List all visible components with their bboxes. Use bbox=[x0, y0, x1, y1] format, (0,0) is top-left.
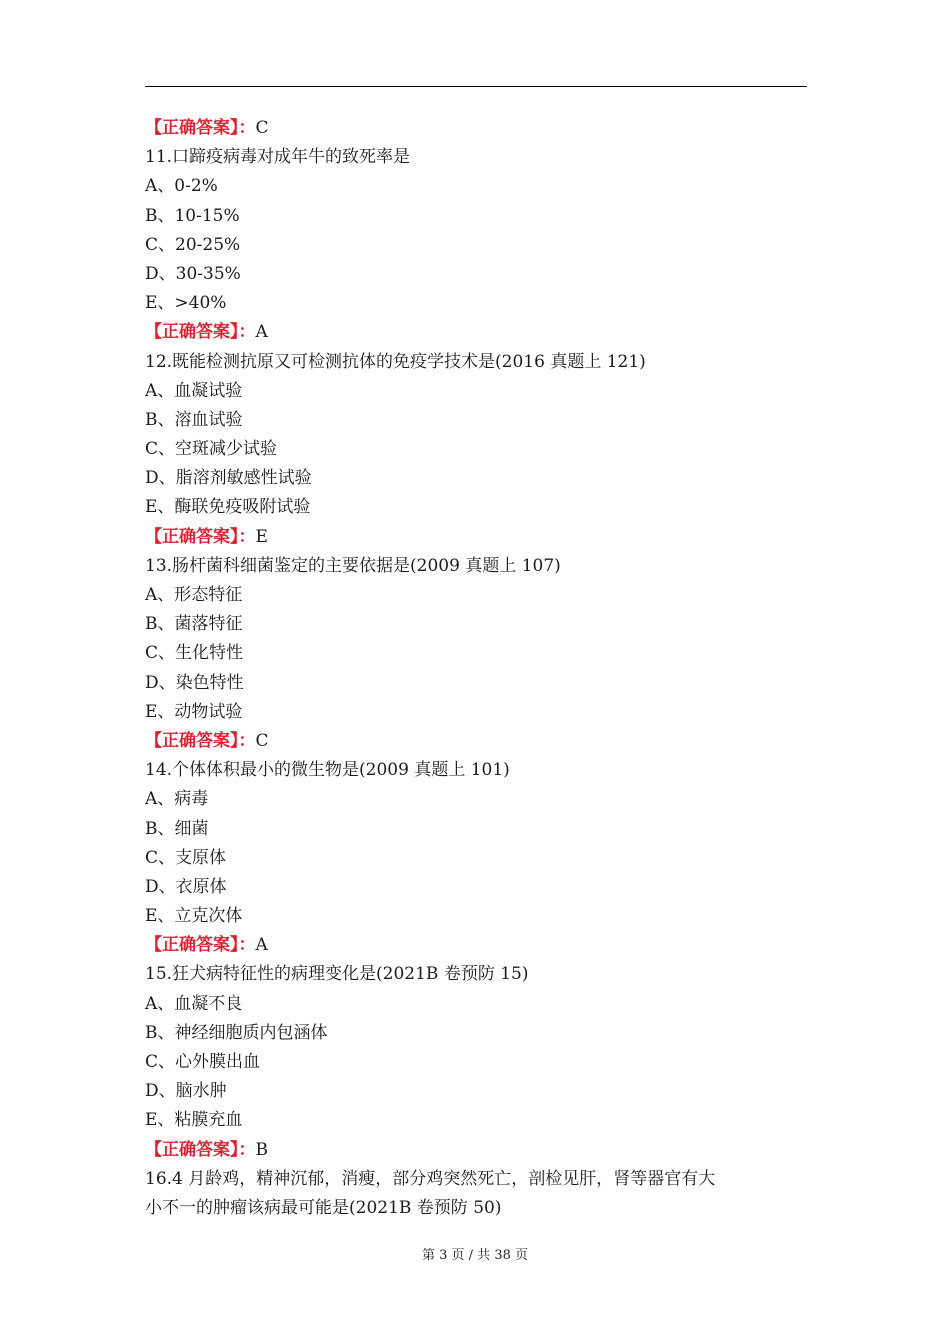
question-text: 12.既能检测抗原又可检测抗体的免疫学技术是(2016 真题上 121) bbox=[145, 351, 646, 372]
option-text: D、脑水肿 bbox=[145, 1081, 227, 1102]
answer-label: 【正确答案】 bbox=[145, 322, 239, 343]
option-text: B、10-15% bbox=[145, 205, 240, 226]
option-text: E、>40% bbox=[145, 293, 227, 314]
answer-colon: ： bbox=[238, 322, 256, 343]
option-text: C、空斑减少试验 bbox=[145, 439, 278, 460]
answer-label: 【正确答案】 bbox=[145, 1139, 239, 1160]
option-text: 小不一的肿瘤该病最可能是(2021B 卷预防 50) bbox=[145, 1197, 502, 1218]
option-text: E、立克次体 bbox=[145, 906, 243, 927]
answer-value: A bbox=[255, 322, 268, 343]
option-text: A、病毒 bbox=[145, 789, 209, 810]
answer-label: 【正确答案】 bbox=[145, 935, 239, 956]
option-text: A、形态特征 bbox=[145, 585, 243, 605]
correct-answer-line bbox=[145, 318, 805, 347]
option-text: B、溶血试验 bbox=[145, 409, 243, 430]
option-text: B、菌落特征 bbox=[145, 614, 243, 635]
answer-value: B bbox=[255, 1139, 268, 1160]
option-text: C、生化特性 bbox=[145, 643, 244, 664]
option-text: A、血凝试验 bbox=[145, 380, 243, 401]
answer-value: C bbox=[255, 730, 269, 751]
option-text: D、染色特性 bbox=[145, 672, 244, 693]
answer-colon: ： bbox=[238, 730, 256, 751]
question-text: 15.狂犬病特征性的病理变化是(2021B 卷预防 15) bbox=[145, 964, 529, 985]
option-text: D、30-35% bbox=[145, 263, 241, 284]
answer-label: 【正确答案】 bbox=[145, 730, 239, 751]
question-text: 16.4 月龄鸡，精神沉郁，消瘦，部分鸡突然死亡，剖检见肝，肾等器官有大 bbox=[145, 1168, 716, 1189]
option-text: D、衣原体 bbox=[145, 876, 227, 897]
option-text: A、血凝不良 bbox=[145, 993, 243, 1014]
option-text: A、0-2% bbox=[145, 176, 218, 197]
question-list bbox=[145, 114, 805, 1223]
option-text: C、20-25% bbox=[145, 234, 241, 255]
correct-answer-line bbox=[145, 114, 805, 143]
answer-value: C bbox=[255, 118, 269, 138]
option-text: B、神经细胞质内包涵体 bbox=[145, 1022, 328, 1043]
answer-colon: ： bbox=[238, 118, 256, 138]
correct-answer-line bbox=[145, 727, 805, 756]
question-text: 11.口蹄疫病毒对成年牛的致死率是 bbox=[145, 147, 411, 168]
answer-colon: ： bbox=[238, 526, 256, 547]
option-text: D、脂溶剂敏感性试验 bbox=[145, 468, 312, 489]
question-text: 13.肠杆菌科细菌鉴定的主要依据是(2009 真题上 107) bbox=[145, 555, 561, 576]
question-text: 14.个体体积最小的微生物是(2009 真题上 101) bbox=[145, 760, 510, 781]
answer-label: 【正确答案】 bbox=[145, 526, 239, 547]
correct-answer-line bbox=[145, 931, 805, 960]
option-text: E、动物试验 bbox=[145, 701, 243, 722]
option-text: E、粘膜充血 bbox=[145, 1110, 243, 1131]
answer-label: 【正确答案】 bbox=[145, 118, 239, 138]
option-text: E、酶联免疫吸附试验 bbox=[145, 497, 311, 518]
answer-value: E bbox=[255, 526, 268, 547]
answer-colon: ： bbox=[238, 935, 256, 956]
option-text: C、心外膜出血 bbox=[145, 1052, 261, 1072]
correct-answer-line bbox=[145, 1136, 805, 1165]
answer-colon: ： bbox=[238, 1139, 256, 1160]
header-rule bbox=[145, 86, 807, 87]
option-text: B、细菌 bbox=[145, 818, 209, 839]
correct-answer-line bbox=[145, 523, 805, 552]
page-footer: 第 3 页 / 共 38 页 bbox=[422, 1248, 528, 1263]
answer-value: A bbox=[255, 935, 268, 956]
option-text: C、支原体 bbox=[145, 847, 227, 868]
